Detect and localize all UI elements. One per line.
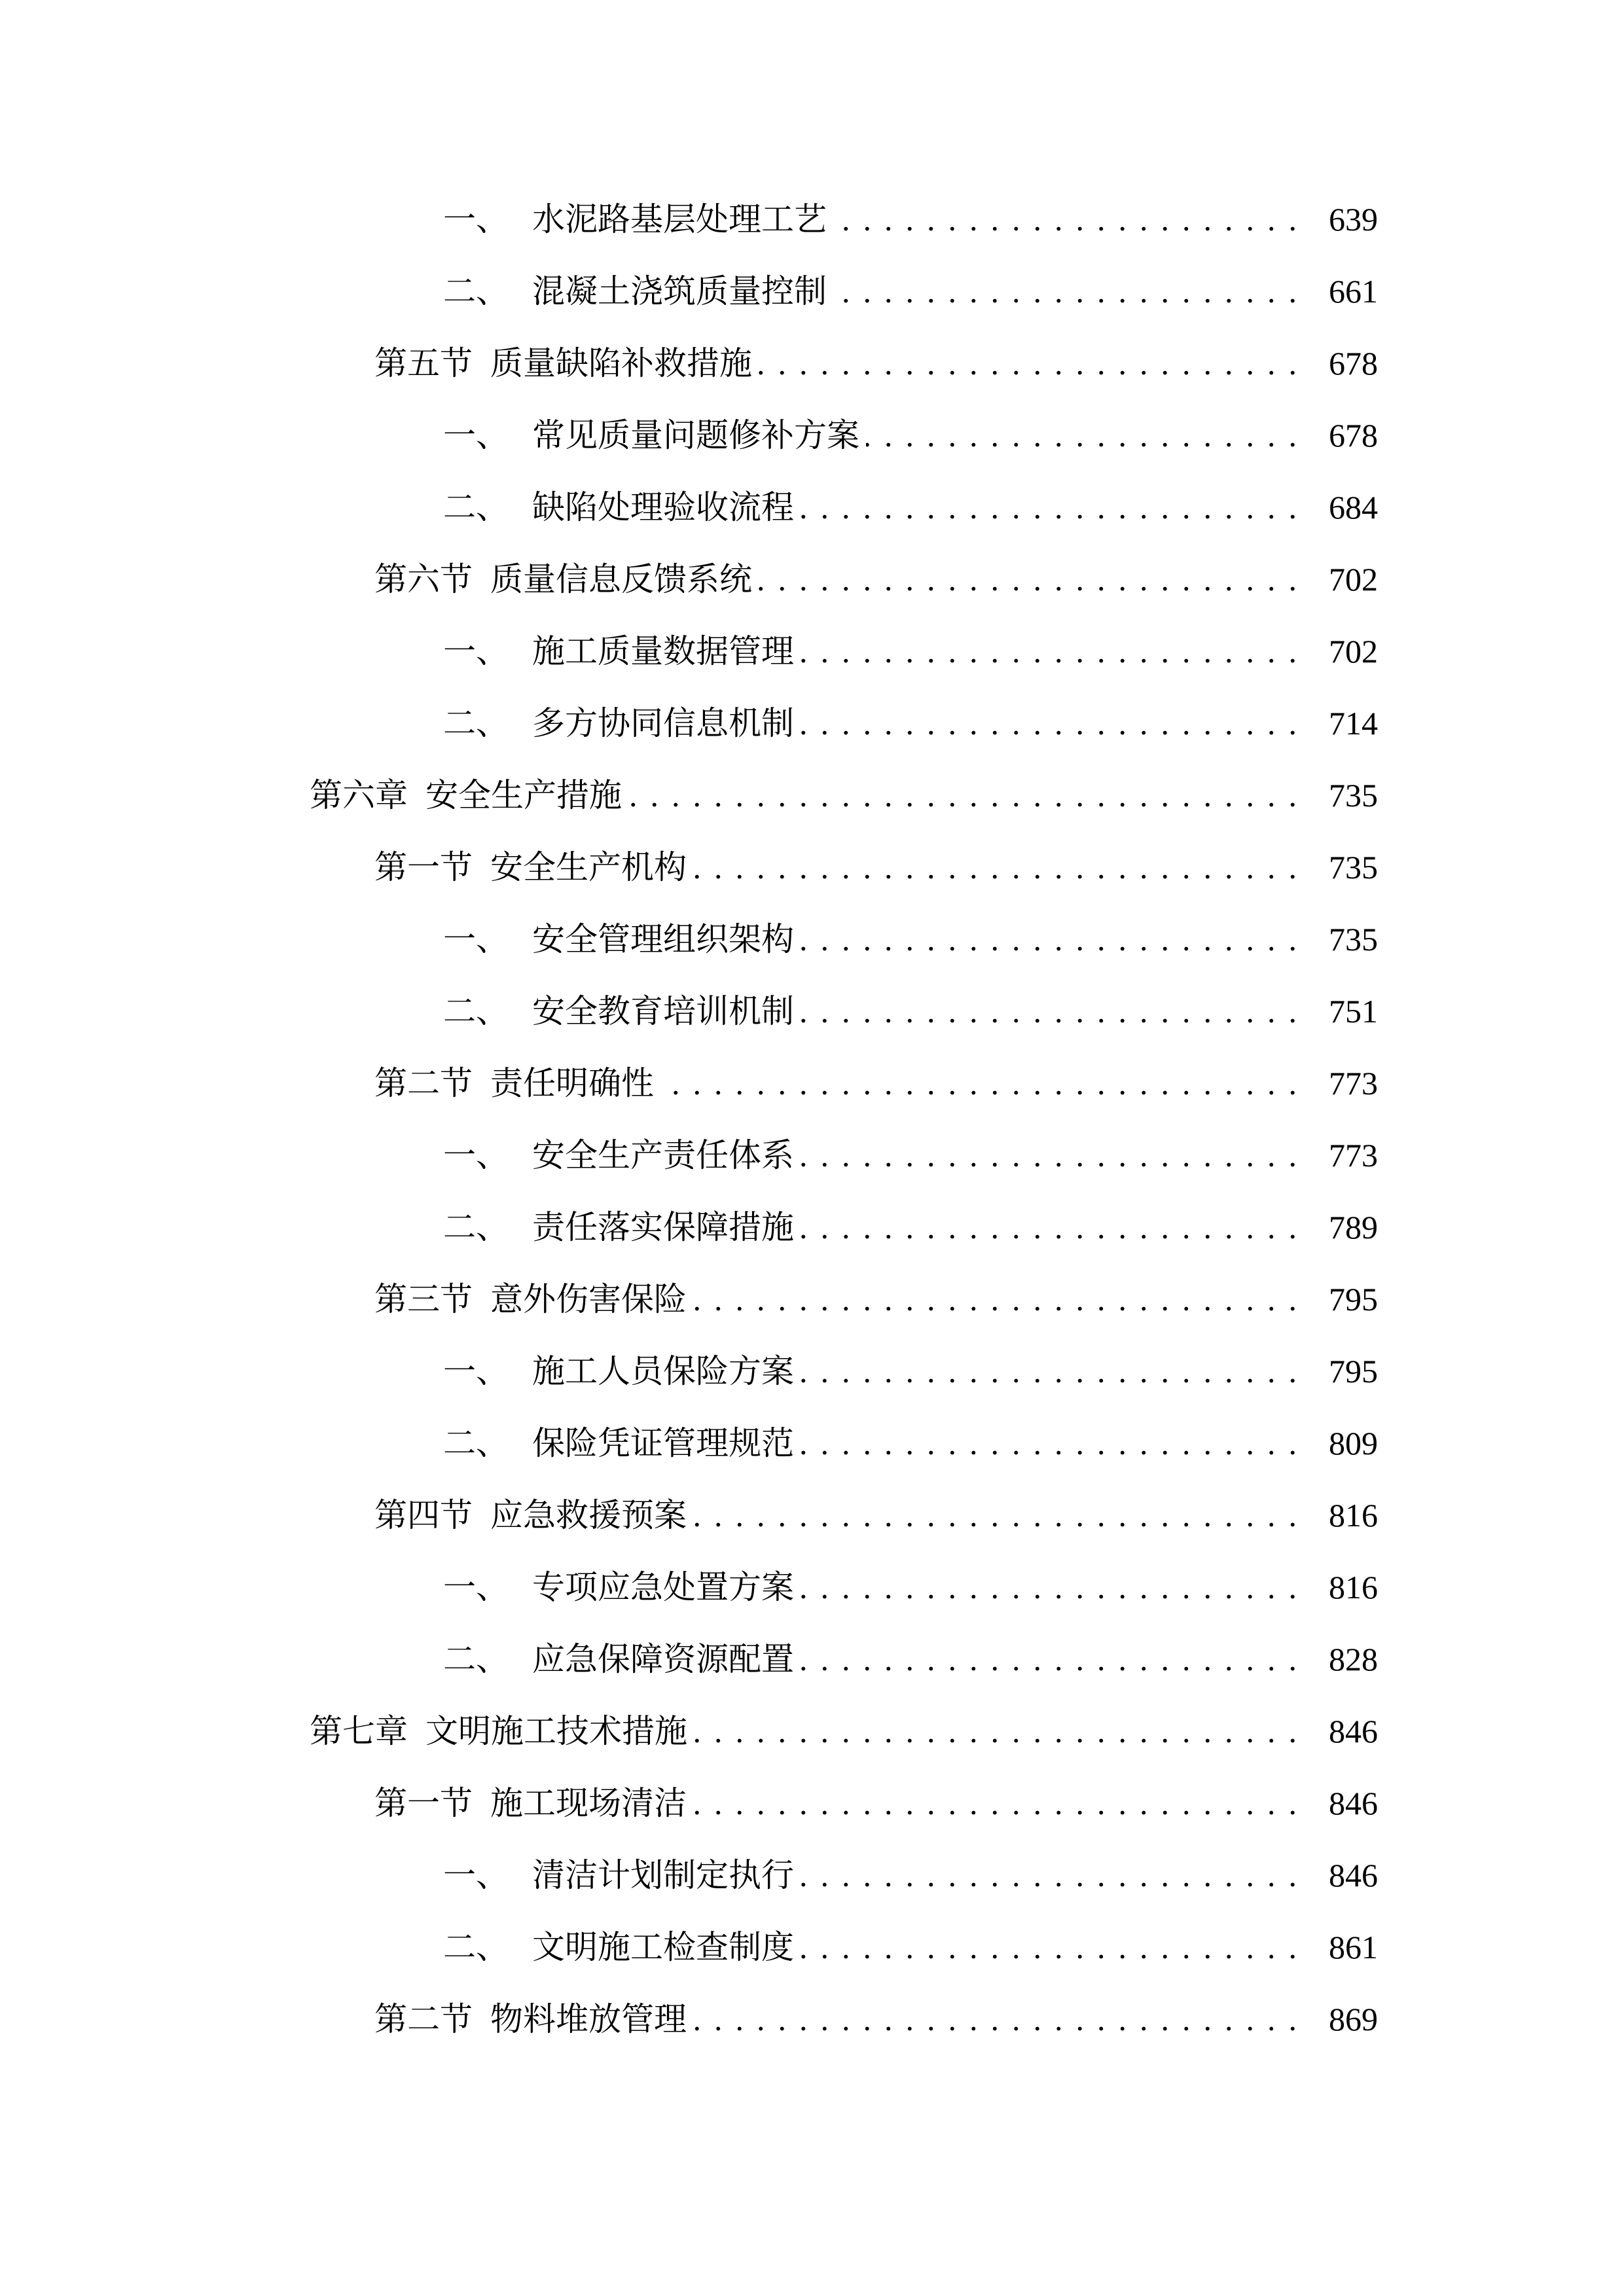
toc-dot-leader [693,1767,1310,1839]
toc-entry [0,1983,1378,2055]
toc-entry-number: 二、 [443,993,509,1030]
toc-entry-page: 684 [1329,489,1378,526]
toc-entry [0,1119,1378,1191]
toc-entry-title: 安全教育培训机制 [532,993,794,1030]
toc-entry [0,327,1378,399]
toc-entry-number: 一、 [443,201,509,238]
toc-entry-title: 多方协同信息机制 [532,705,794,742]
toc-entry-title: 物料堆放管理 [490,2001,687,2037]
toc-entry-page: 861 [1329,1929,1378,1965]
toc-entry [0,615,1378,687]
toc-entry-title: 水泥路基层处理工艺 [532,201,827,238]
toc-entry-title: 安全生产责任体系 [532,1137,794,1174]
toc-entry [0,831,1378,903]
toc-dot-leader [833,255,1310,327]
toc-entry [0,1695,1378,1767]
toc-entry-title: 文明施工检查制度 [532,1929,794,1965]
toc-entry-page: 846 [1329,1785,1378,1821]
toc-dot-leader [801,1407,1310,1479]
toc-entry-number: 一、 [443,417,509,454]
toc-entry [0,975,1378,1047]
toc-entry [0,1551,1378,1623]
toc-dot-leader [660,1047,1310,1119]
toc-entry-page: 789 [1329,1209,1378,1246]
toc-entry-title: 质量信息反馈系统 [490,561,752,598]
toc-entry-page: 816 [1329,1569,1378,1605]
toc-entry-page: 869 [1329,2001,1378,2037]
toc-entry-page: 828 [1329,1641,1378,1677]
toc-entry-number: 二、 [443,1209,509,1246]
toc-entry-title: 责任明确性 [490,1065,654,1102]
toc-entry-number: 一、 [443,1857,509,1893]
toc-entry-title: 应急救援预案 [490,1497,687,1534]
toc-dot-leader [759,327,1310,399]
toc-dot-leader [693,1263,1310,1335]
toc-entry-number: 一、 [443,1353,509,1390]
toc-entry-number: 第一节 [374,1785,473,1821]
toc-entry-title: 施工质量数据管理 [532,633,794,670]
toc-entry-title: 混凝土浇筑质量控制 [532,273,827,310]
toc-entry-number: 第一节 [374,849,473,886]
toc-entry-number: 第七章 [310,1713,408,1749]
toc-dot-leader [801,1623,1310,1695]
toc-entry-page: 678 [1329,345,1378,382]
toc-entry [0,903,1378,975]
toc-entry-page: 816 [1329,1497,1378,1534]
toc-entry-page: 639 [1329,201,1378,238]
toc-entry [0,759,1378,831]
toc-dot-leader [801,615,1310,687]
toc-entry-title: 常见质量问题修补方案 [532,417,859,454]
toc-entry [0,1335,1378,1407]
toc-entry-title: 施工人员保险方案 [532,1353,794,1390]
toc-entry-title: 安全管理组织架构 [532,921,794,958]
toc-entry [0,543,1378,615]
toc-entry-title: 施工现场清洁 [490,1785,687,1821]
toc-entry-page: 702 [1329,561,1378,598]
toc-entry [0,1047,1378,1119]
toc-entry-page: 773 [1329,1065,1378,1102]
toc-entry-page: 846 [1329,1857,1378,1893]
toc-entry [0,1911,1378,1983]
toc-entry-title: 意外伤害保险 [490,1281,687,1318]
toc-entry [0,1407,1378,1479]
toc-entry-page: 795 [1329,1353,1378,1390]
toc-entry-title: 安全生产机构 [490,849,687,886]
toc-entry-number: 第五节 [374,345,473,382]
toc-dot-leader [801,471,1310,543]
toc-entry [0,1479,1378,1551]
toc-entry-title: 保险凭证管理规范 [532,1425,794,1462]
toc-dot-leader [801,1119,1310,1191]
toc-entry-page: 735 [1329,777,1378,814]
toc-entry-title: 责任落实保障措施 [532,1209,794,1246]
toc-entry-number: 第二节 [374,2001,473,2037]
toc-dot-leader [628,759,1310,831]
toc-entry [0,1623,1378,1695]
toc-entry-title: 缺陷处理验收流程 [532,489,794,526]
toc-entry-title: 应急保障资源配置 [532,1641,794,1677]
toc-entry-title: 质量缺陷补救措施 [490,345,752,382]
toc-entry-page: 751 [1329,993,1378,1030]
toc-entry-number: 二、 [443,705,509,742]
toc-entry-page: 714 [1329,705,1378,742]
toc-entry [0,1839,1378,1911]
toc-entry-title: 安全生产措施 [425,777,622,814]
toc-dot-leader [801,903,1310,975]
toc-entry-number: 二、 [443,273,509,310]
toc-entry-number: 第六节 [374,561,473,598]
toc-entry-number: 第四节 [374,1497,473,1534]
toc-entry-page: 795 [1329,1281,1378,1318]
toc-entry [0,471,1378,543]
toc-entry-title: 专项应急处置方案 [532,1569,794,1605]
toc-dot-leader [759,543,1310,615]
toc-entry-page: 773 [1329,1137,1378,1174]
toc-dot-leader [801,1191,1310,1263]
toc-entry-number: 二、 [443,1929,509,1965]
toc-entry-page: 678 [1329,417,1378,454]
toc-entry-number: 一、 [443,1137,509,1174]
toc-entry-page: 702 [1329,633,1378,670]
toc-entry [0,399,1378,471]
toc-entry [0,687,1378,759]
toc-entry-number: 第二节 [374,1065,473,1102]
toc-entry-number: 二、 [443,1641,509,1677]
toc-dot-leader [801,1335,1310,1407]
toc-entry-page: 661 [1329,273,1378,310]
toc-dot-leader [693,1479,1310,1551]
toc-dot-leader [801,1551,1310,1623]
toc-dot-leader [833,183,1310,255]
toc-entry-number: 一、 [443,921,509,958]
toc-entry-number: 二、 [443,489,509,526]
toc-dot-leader [694,1695,1310,1767]
toc-entry [0,1191,1378,1263]
toc-entry [0,1767,1378,1839]
toc-dot-leader [801,687,1310,759]
toc-entry-page: 809 [1329,1425,1378,1462]
toc-entry-page: 735 [1329,849,1378,886]
toc-dot-leader [801,1911,1310,1983]
toc-entry [0,1263,1378,1335]
toc-entry-number: 二、 [443,1425,509,1462]
toc-entry [0,255,1378,327]
toc-entry [0,183,1378,255]
toc-entry-number: 第三节 [374,1281,473,1318]
toc-dot-leader [693,1983,1310,2055]
toc-entry-title: 文明施工技术措施 [425,1713,687,1749]
toc-entry-page: 846 [1329,1713,1378,1749]
toc-dot-leader [801,975,1310,1047]
toc-dot-leader [801,1839,1310,1911]
toc-dot-leader [693,831,1310,903]
toc-entry-number: 第六章 [310,777,408,814]
toc-entry-title: 清洁计划制定执行 [532,1857,794,1893]
toc-dot-leader [866,399,1310,471]
toc-entry-number: 一、 [443,633,509,670]
toc-entry-number: 一、 [443,1569,509,1605]
toc-entry-page: 735 [1329,921,1378,958]
